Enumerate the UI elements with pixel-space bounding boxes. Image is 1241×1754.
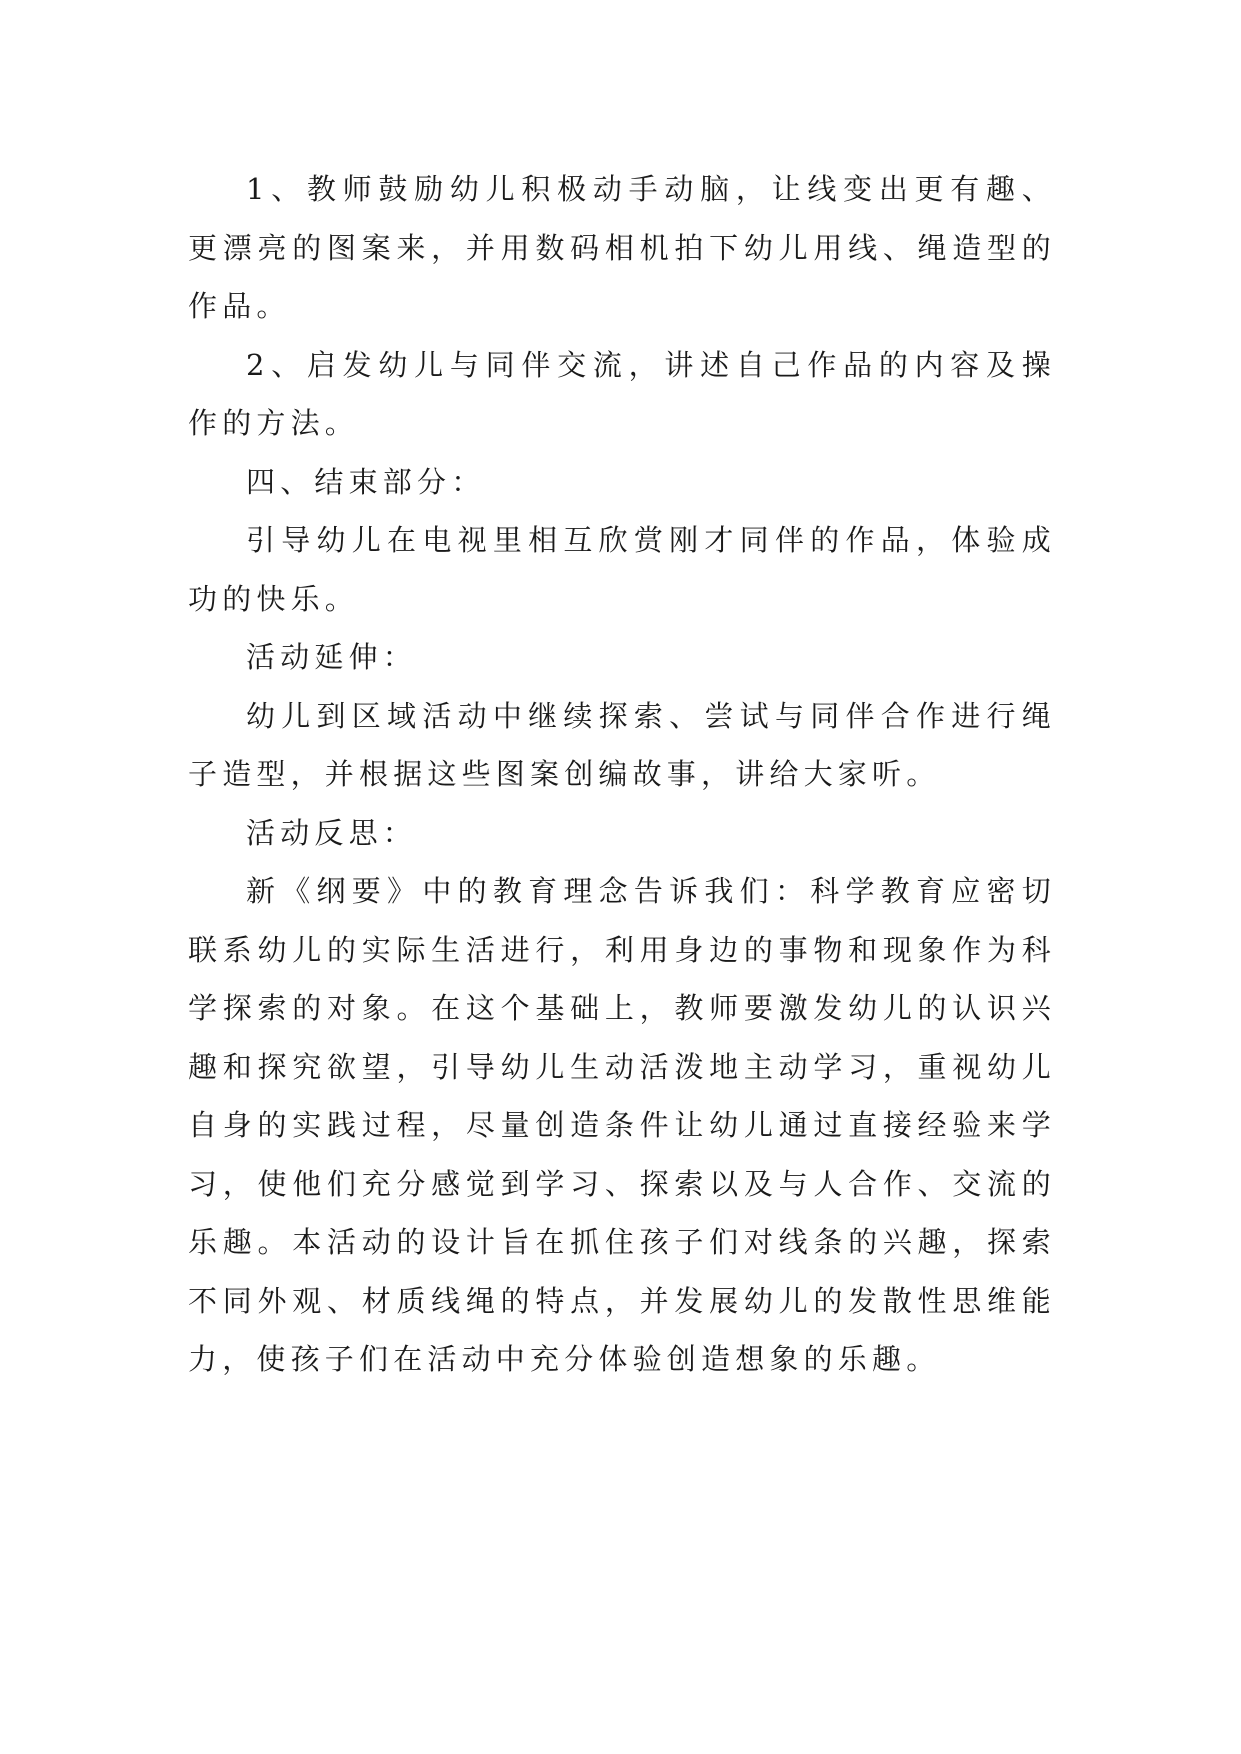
section-heading-ending: 四、结束部分： xyxy=(246,464,486,499)
section-heading-extension: 活动延伸： xyxy=(246,640,418,674)
document-body xyxy=(188,160,1056,1389)
paragraph-extension: 幼儿到区域活动中继续探索、尝试与同伴合作进行绳子造型，并根据这些图案创编故事，讲给大家听。 xyxy=(188,698,1056,791)
paragraph-ending: 引导幼儿在电视里相互欣赏刚才同伴的作品，体验成功的快乐。 xyxy=(188,523,1056,616)
section-heading-reflection: 活动反思： xyxy=(246,815,418,850)
paragraph-reflection: 新《纲要》中的教育理念告诉我们：科学教育应密切联系幼儿的实际生活进行，利用身边的事物和现象作为科学探索的对象。在这个基础上，教师要激发幼儿的认识兴趣和探究欲望，引导幼儿生动活泼地主动学习，重视幼儿自身的实践过程，尽量创造条件让幼儿通过直接经验来学习，使他们充分感觉到学习、探索以及与人合作、交流的乐趣。本活动的设计旨在抓住孩子们对线条的兴趣，探索不同外观、材质线绳的特点，并发展幼儿的发散性思维能力，使孩子们在活动中充分体验创造想象的乐趣。 xyxy=(188,874,1056,1376)
paragraph-step-2: 2、启发幼儿与同伴交流，讲述自己作品的内容及操作的方法。 xyxy=(188,347,1056,440)
paragraph-step-1: 1、教师鼓励幼儿积极动手动脑，让线变出更有趣、更漂亮的图案来，并用数码相机拍下幼儿用线、绳造型的作品。 xyxy=(188,172,1056,323)
